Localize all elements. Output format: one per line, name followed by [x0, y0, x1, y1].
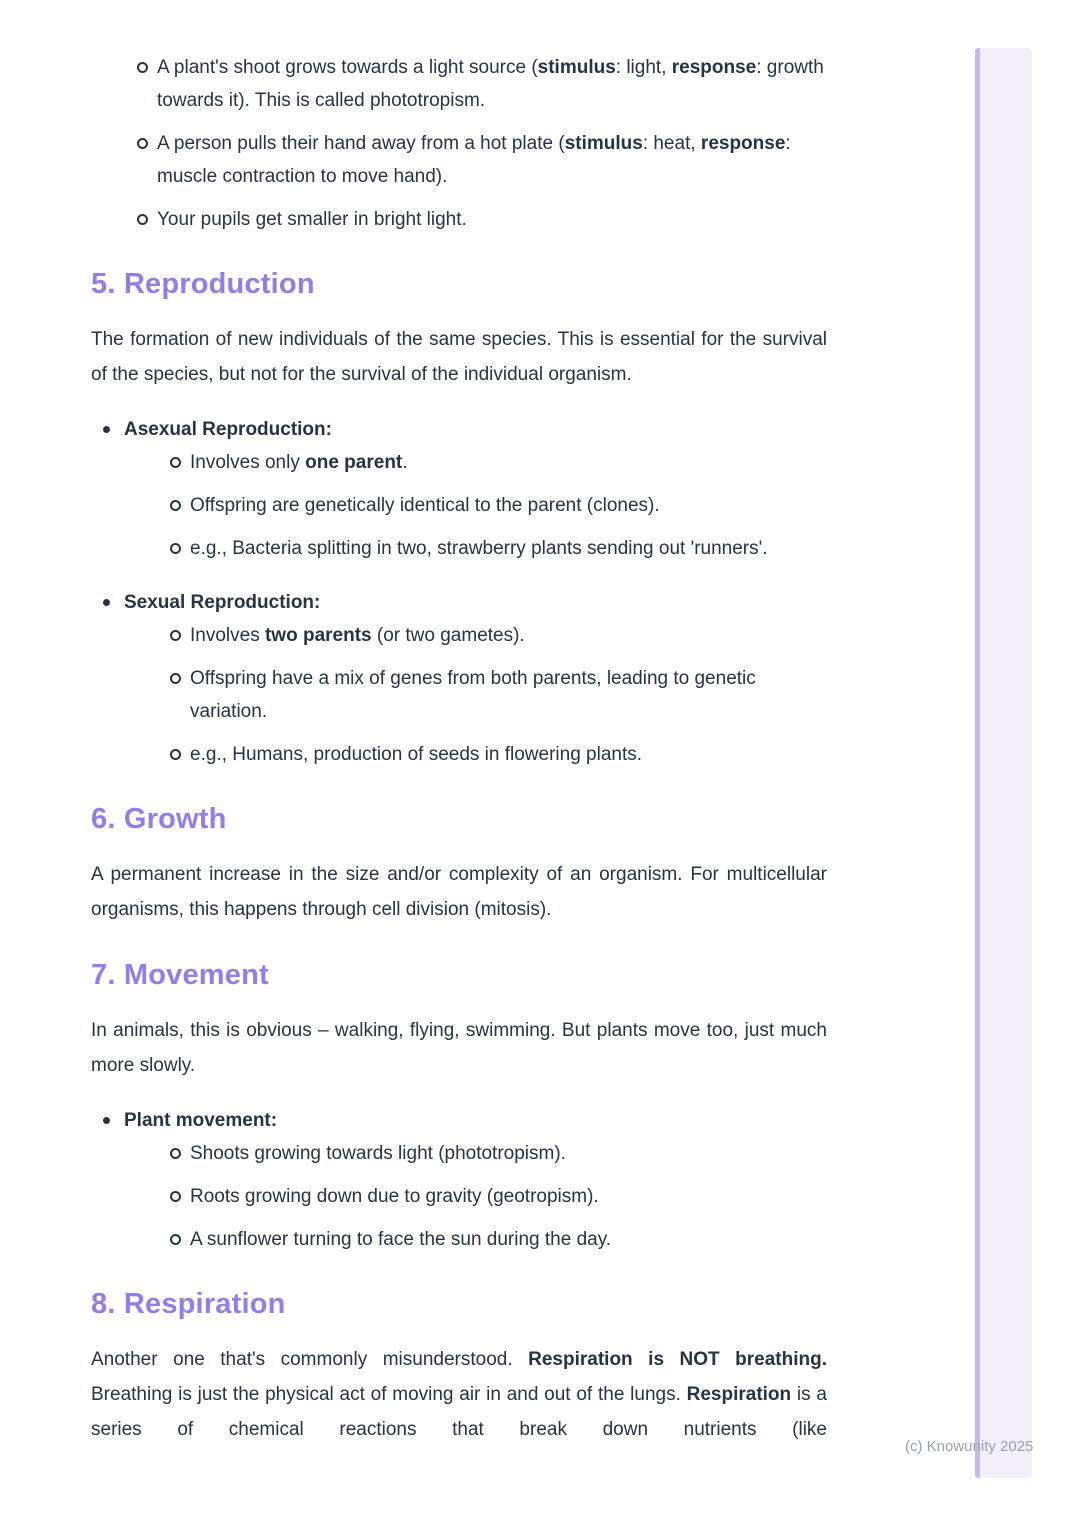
circle-bullet-icon: [137, 138, 148, 149]
intro-bullet-list: [91, 51, 827, 236]
circle-bullet-icon: [170, 1148, 181, 1159]
list-item-sub: [157, 619, 827, 652]
disc-bullet-icon: [103, 426, 110, 433]
disc-bullet-icon: [103, 599, 110, 606]
list-item-sub: [124, 203, 827, 236]
circle-bullet-icon: [170, 500, 181, 511]
sub-bullet-list: [124, 446, 827, 565]
section-paragraph-movement: In animals, this is obvious – walking, flying, swimming. But plants move too, just much more slowly.: [91, 1020, 827, 1076]
circle-bullet-icon: [170, 749, 181, 760]
list-item-text: Involves two parents (or two gametes).: [190, 625, 525, 646]
bold-text: Sexual Reproduction:: [124, 592, 321, 613]
section-heading-respiration: 8. Respiration: [91, 1288, 286, 1320]
sub-bullet-list: [124, 619, 827, 771]
section-paragraph-reproduction: The formation of new individuals of the same species. This is essential for the survival of the species, but not for the survival of the individual organism.: [91, 329, 827, 385]
list-item-text: A person pulls their hand away from a hot plate (stimulus: heat, response: muscle contraction to move hand).: [157, 133, 791, 187]
bold-text: Asexual Reproduction:: [124, 419, 332, 440]
circle-bullet-icon: [137, 62, 148, 73]
bold-text: Respiration is NOT breathing.: [528, 1349, 827, 1370]
list-item-sub: [157, 738, 827, 771]
list-item-text: Shoots growing towards light (phototropism).: [190, 1143, 566, 1164]
bold-text: Respiration: [686, 1384, 792, 1405]
circle-bullet-icon: [170, 543, 181, 554]
bold-text: two parents: [264, 625, 372, 646]
bold-text: stimulus: [564, 133, 643, 154]
circle-bullet-icon: [170, 630, 181, 641]
list-item-group-title: [91, 586, 827, 771]
list-item-sub: [124, 127, 827, 193]
bullet-list-movement: [91, 1104, 827, 1256]
list-item-text: Your pupils get smaller in bright light.: [157, 209, 467, 230]
list-item-sub: [157, 489, 827, 522]
bold-text: response: [671, 57, 757, 78]
list-item-group-title: [91, 1104, 827, 1256]
bold-text: Plant movement:: [124, 1110, 278, 1131]
list-item-sub: [157, 662, 827, 728]
list-item-text: Roots growing down due to gravity (geotropism).: [190, 1186, 599, 1207]
list-item-sub: [157, 1137, 827, 1170]
page-content: [91, 0, 827, 1467]
circle-bullet-icon: [170, 673, 181, 684]
list-item-text: [124, 419, 332, 440]
sub-bullet-list: [124, 1137, 827, 1256]
list-item-sub: [157, 1223, 827, 1256]
list-item-text: [124, 1110, 277, 1131]
list-item-text: e.g., Humans, production of seeds in flowering plants.: [190, 744, 643, 765]
list-item-text: Offspring are genetically identical to the parent (clones).: [190, 495, 660, 516]
bold-text: stimulus: [537, 57, 616, 78]
list-item-text: A sunflower turning to face the sun during the day.: [190, 1229, 612, 1250]
page-side-strip: [975, 48, 1032, 1478]
circle-bullet-icon: [170, 457, 181, 468]
circle-bullet-icon: [170, 1191, 181, 1202]
circle-bullet-icon: [137, 214, 148, 225]
section-heading-movement: 7. Movement: [91, 959, 269, 991]
list-item-text: e.g., Bacteria splitting in two, strawberry plants sending out 'runners'.: [190, 538, 768, 559]
list-item-text: Offspring have a mix of genes from both parents, leading to genetic variation.: [190, 668, 756, 722]
list-item-text: [124, 592, 320, 613]
list-item-text: A plant's shoot grows towards a light source (stimulus: light, response: growth towards it). This is called phototropism.: [157, 57, 824, 111]
copyright-footer: (c) Knowunity 2025: [905, 1438, 1034, 1455]
list-item-group-title: [91, 413, 827, 565]
circle-bullet-icon: [170, 1234, 181, 1245]
list-item-sub: [157, 532, 827, 565]
bold-text: one parent: [305, 452, 403, 473]
bullet-list-reproduction: [91, 413, 827, 771]
list-item-text: Involves only one parent.: [190, 452, 408, 473]
list-item-sub: [124, 51, 827, 117]
document-sections: [91, 266, 827, 1447]
list-item-sub: [157, 1180, 827, 1213]
list-item-sub: [157, 446, 827, 479]
section-paragraph-growth: A permanent increase in the size and/or complexity of an organism. For multicellular organisms, this happens through cell division (mitosis).: [91, 864, 827, 920]
bold-text: response: [700, 133, 786, 154]
section-heading-reproduction: 5. Reproduction: [91, 268, 315, 300]
section-paragraph-respiration: Another one that's commonly misunderstood. Respiration is NOT breathing. Breathing is just the physical act of moving air in and out of the lungs. Respiration is a series of chemical reactions that break down nutrients (like: [91, 1349, 827, 1440]
disc-bullet-icon: [103, 1117, 110, 1124]
section-heading-growth: 6. Growth: [91, 803, 227, 835]
